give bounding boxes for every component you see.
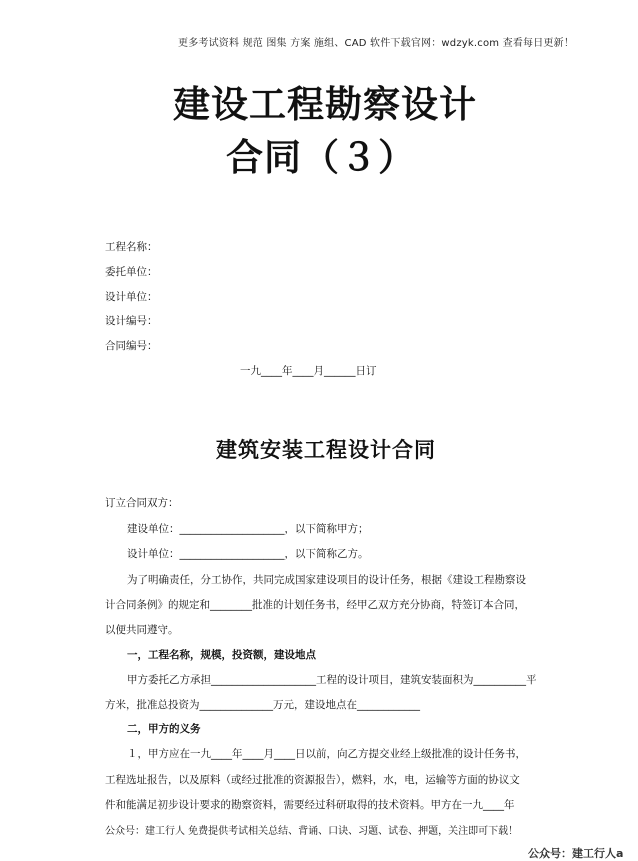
section-2-heading: 二，甲方的义务 [127, 723, 201, 735]
contract-title: 建筑安装工程设计合同 [216, 438, 436, 462]
section-1-heading: 一，工程名称，规模，投资额，建设地点 [127, 649, 316, 661]
field-design-unit: 设计单位： [105, 291, 158, 303]
parties-intro: 订立合同双方： [105, 497, 179, 509]
signing-date-line: 一九____年____月______日订 [240, 365, 377, 377]
watermark: 公众号：建工行人a [528, 847, 624, 860]
party-a-line: 建设单位：____________________，以下简称甲方； [127, 523, 369, 535]
purpose-line-3: 以便共同遵守。 [105, 624, 179, 636]
section-1-line-1: 甲方委托乙方承担____________________工程的设计项目，建筑安装面积为__________平 [127, 674, 537, 686]
field-project-name: 工程名称： [105, 241, 158, 253]
party-b-line: 设计单位：____________________，以下简称乙方。 [127, 548, 369, 560]
field-client-unit: 委托单位： [105, 266, 158, 278]
section-1-line-2: 方米，批准总投资为______________万元，建设地点在____________ [105, 699, 420, 711]
footer-note: 公众号：建工行人 免费提供考试相关总结、背诵、口诀、习题、试卷、押题，关注即可下载！ [105, 826, 519, 837]
purpose-line-1: 为了明确责任，分工协作，共同完成国家建设项目的设计任务，根据《建设工程勘察设 [127, 574, 526, 586]
section-2-line-3: 件和能满足初步设计要求的勘察资料，需要经过科研取得的技术资料。甲方在一九____年 [105, 799, 515, 811]
purpose-line-2: 计合同条例》的规定和________批准的计划任务书，经甲乙双方充分协商，特签订本合同， [105, 599, 525, 611]
section-2-line-1: １，甲方应在一九____年____月____日以前，向乙方提交业经上级批准的设计任务书， [127, 748, 526, 760]
document-title-line-1: 建设工程勘察设计 [173, 83, 477, 126]
field-contract-number: 合同编号： [105, 340, 158, 352]
header-note: 更多考试资料 规范 图集 方案 施组、CAD 软件下载官网：wdzyk.com 查看每日更新！ [178, 38, 575, 49]
field-design-number: 设计编号： [105, 315, 158, 327]
document-title-line-2: 合同（３） [226, 136, 416, 179]
section-2-line-2: 工程选址报告，以及原料（或经过批准的资源报告），燃料，水，电，运输等方面的协议文 [105, 774, 520, 786]
